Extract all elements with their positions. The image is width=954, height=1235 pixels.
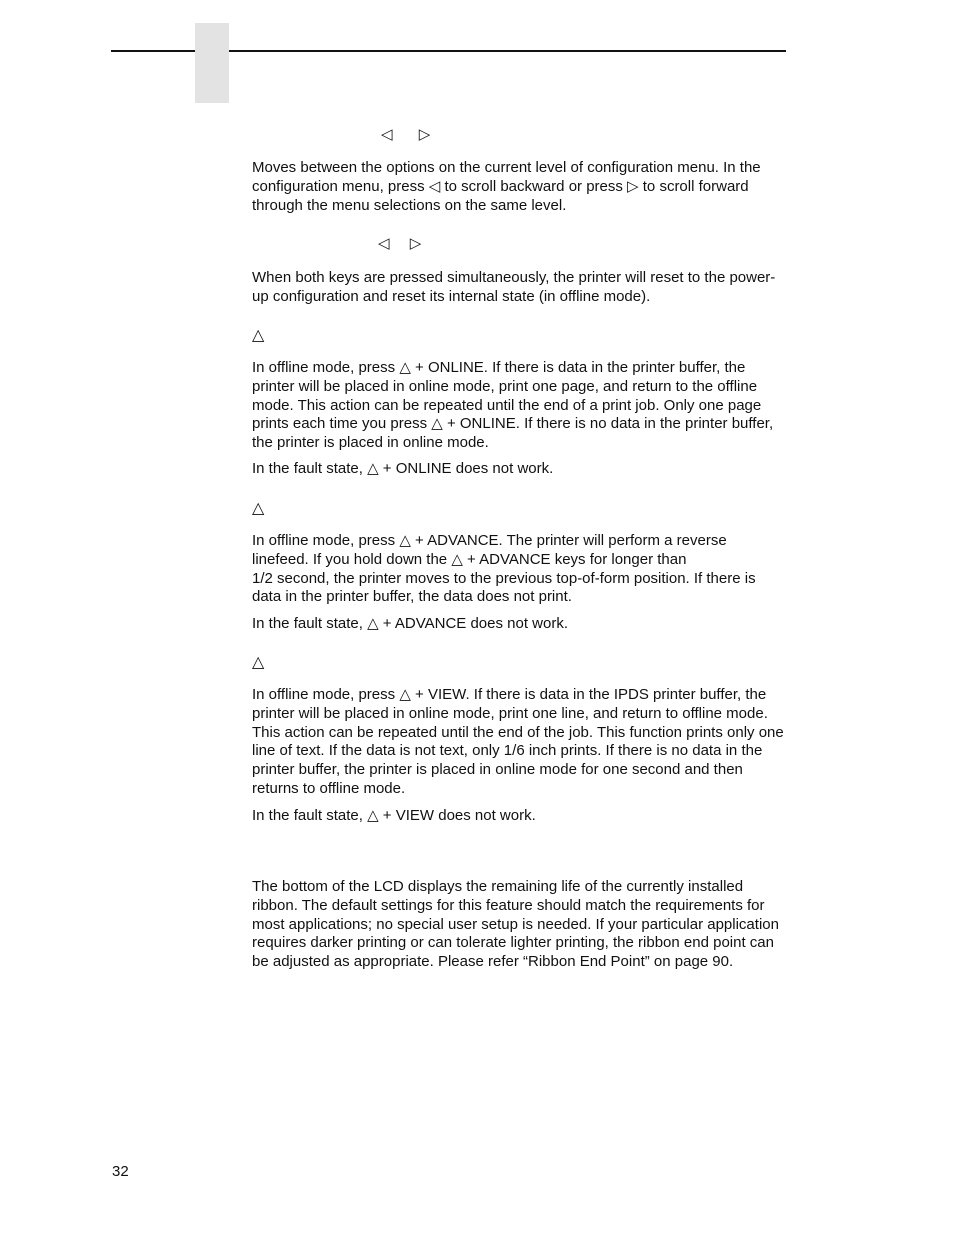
- scroll-keys: [381, 126, 430, 144]
- reset-description: When both keys are pressed simultaneously, the printer will reset to the power-up configuration and reset its internal state (in offline mode).: [252, 269, 776, 305]
- up-triangle-icon: △: [367, 807, 379, 824]
- up-triangle-icon: △: [431, 415, 443, 433]
- reverse-feed-fault-note: In the fault state, △ + ADVANCE does not work.: [252, 615, 569, 632]
- up-triangle-icon: △: [367, 615, 379, 632]
- up-triangle-icon: △: [399, 686, 411, 703]
- right-arrow-icon: ▷: [409, 235, 422, 252]
- right-arrow-icon: ▷: [418, 126, 431, 143]
- header-rule-right: [229, 50, 786, 52]
- print-page-description: In offline mode, press △ + ONLINE. If there is data in the printer buffer, the printer will be placed in online mode, print one page, and return to the offline mode. This action can be repeated until the end of a print job. Only one page prints each time you press △ + ONLINE. If there is no data in the printer buffer, the printer is placed in online mode.: [252, 359, 774, 452]
- reverse-feed-description: In offline mode, press △ + ADVANCE. The printer will perform a reverse linefeed. If you hold down the △ + ADVANCE keys for longer than 1/2 second, the printer moves to the previous top-of-form position. If there is data in the printer buffer, the data does not print.: [252, 532, 756, 606]
- ribbon-life-description: The bottom of the LCD displays the remaining life of the currently installed ribbon. The default settings for this feature should match the requirements for most applications; no special user setup is needed. If your particular application requires darker printing or can tolerate lighter printing, the ribbon end point can be adjusted as appropriate. Please refer “Ribbon End Point” on page 90.: [252, 878, 779, 971]
- scroll-description: Moves between the options on the current level of configuration menu. In the configuration menu, press ◁ to scroll backward or press ▷ to scroll forward through the menu selections on the same level.: [252, 159, 761, 214]
- up-triangle-icon: △: [399, 532, 411, 549]
- page-number: 32: [112, 1163, 129, 1180]
- up-triangle-icon: △: [252, 654, 265, 671]
- chapter-tab-marker: [195, 23, 229, 103]
- up-triangle-icon: △: [367, 460, 379, 477]
- left-arrow-icon: ◁: [381, 126, 393, 143]
- left-arrow-icon: ◁: [378, 235, 390, 252]
- up-triangle-icon: △: [399, 359, 411, 376]
- left-arrow-icon: ◁: [428, 177, 441, 195]
- up-triangle-icon: △: [252, 500, 265, 517]
- up-triangle-icon: △: [252, 327, 265, 344]
- reset-keys: [378, 235, 421, 253]
- right-arrow-icon: ▷: [627, 177, 639, 195]
- print-line-description: In offline mode, press △ + VIEW. If there is data in the IPDS printer buffer, the printer will be placed in online mode, print one line, and return to offline mode. This action can be repeated until the end of the job. This function prints only one line of text. If the data is not text, only 1/6 inch prints. If there is no data in the printer buffer, the printer is placed in online mode for one second and then returns to offline mode.: [252, 686, 784, 797]
- print-page-fault-note: In the fault state, △ + ONLINE does not work.: [252, 460, 554, 477]
- print-line-fault-note: In the fault state, △ + VIEW does not work.: [252, 807, 536, 824]
- header-rule-left: [111, 50, 195, 52]
- up-triangle-icon: △: [451, 550, 463, 568]
